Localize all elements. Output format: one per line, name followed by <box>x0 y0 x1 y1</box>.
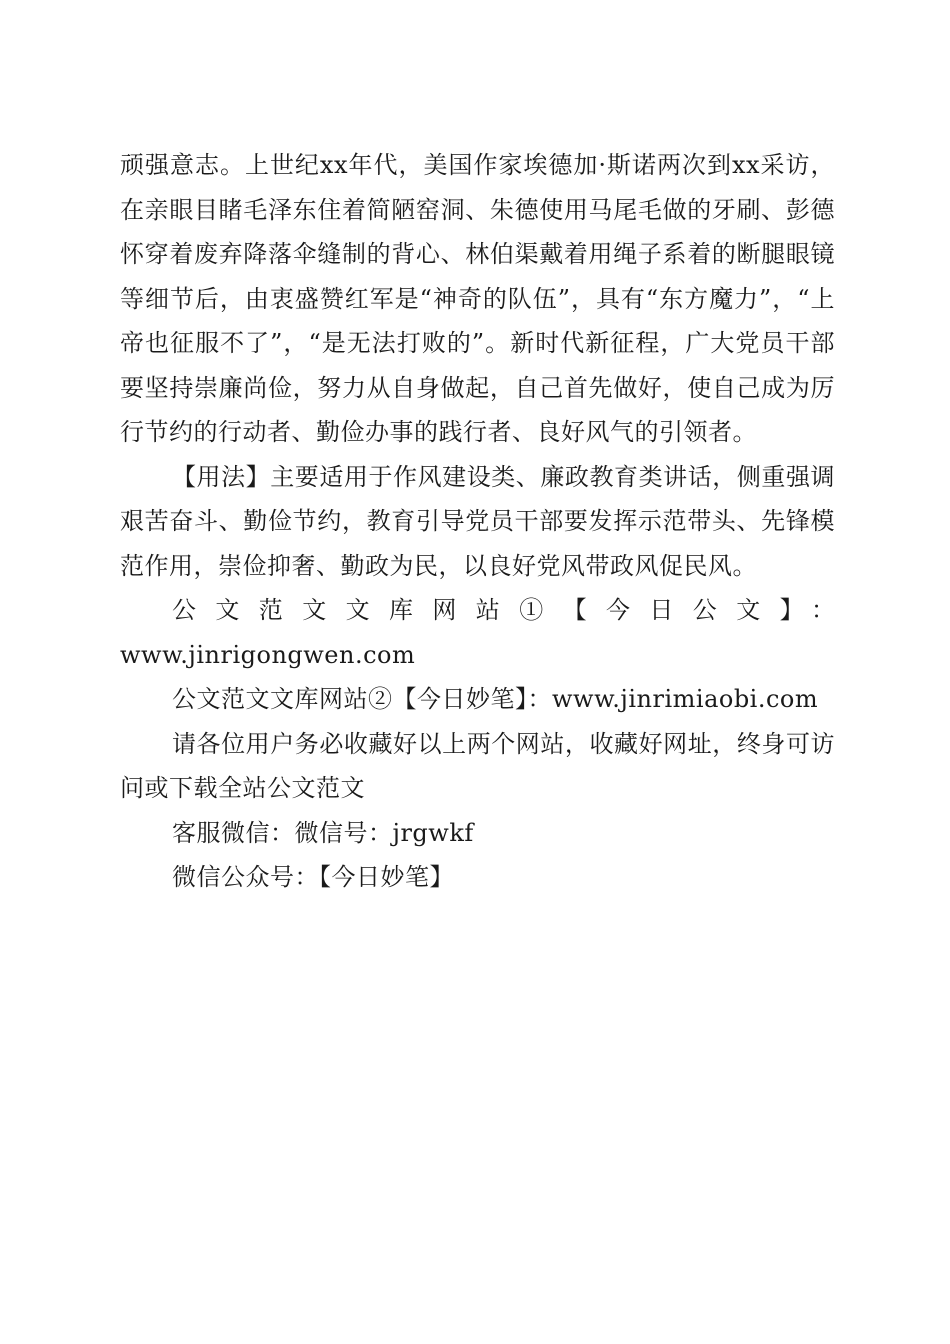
site2-line[interactable]: 公文范文文库网站②【今日妙笔】：www.jinrimiaobi.com <box>172 685 819 713</box>
site1-label: 公文范文文库网站①【今日公文】： <box>172 596 835 624</box>
usage-paragraph: 【用法】主要适用于作风建设类、廉政教育类讲话，侧重强调艰苦奋斗、勤俭节约，教育引导党员干部要发挥示范带头、先锋模范作用，崇俭抑奢、勤政为民，以良好党风带政风促民风。 <box>120 462 835 580</box>
document-body <box>120 143 835 900</box>
wechat-official-account: 微信公众号：【今日妙笔】 <box>172 863 454 891</box>
site1-url[interactable]: www.jinrigongwen.com <box>120 640 416 669</box>
notice-paragraph: 请各位用户务必收藏好以上两个网站，收藏好网址，终身可访问或下载全站公文范文 <box>120 729 835 802</box>
website-info <box>120 588 835 722</box>
wechat-service: 客服微信：微信号：jrgwkf <box>172 818 474 847</box>
body-paragraph-1: 顽强意志。上世纪xx年代，美国作家埃德加·斯诺两次到xx采访，在亲眼目睹毛泽东住着简陋窑洞、朱德使用马尾毛做的牙刷、彭德怀穿着废弃降落伞缝制的背心、林伯渠戴着用绳子系着的断腿眼镜等细节后，由衷盛赞红军是“神奇的队伍”，具有“东方魔力”，“上帝也征服不了”，“是无法打败的”。新时代新征程，广大党员干部要坚持崇廉尚俭，努力从自身做起，自己首先做好，使自己成为厉行节约的行动者、勤俭办事的践行者、良好风气的引领者。 <box>120 151 835 446</box>
contact-info <box>120 811 835 900</box>
